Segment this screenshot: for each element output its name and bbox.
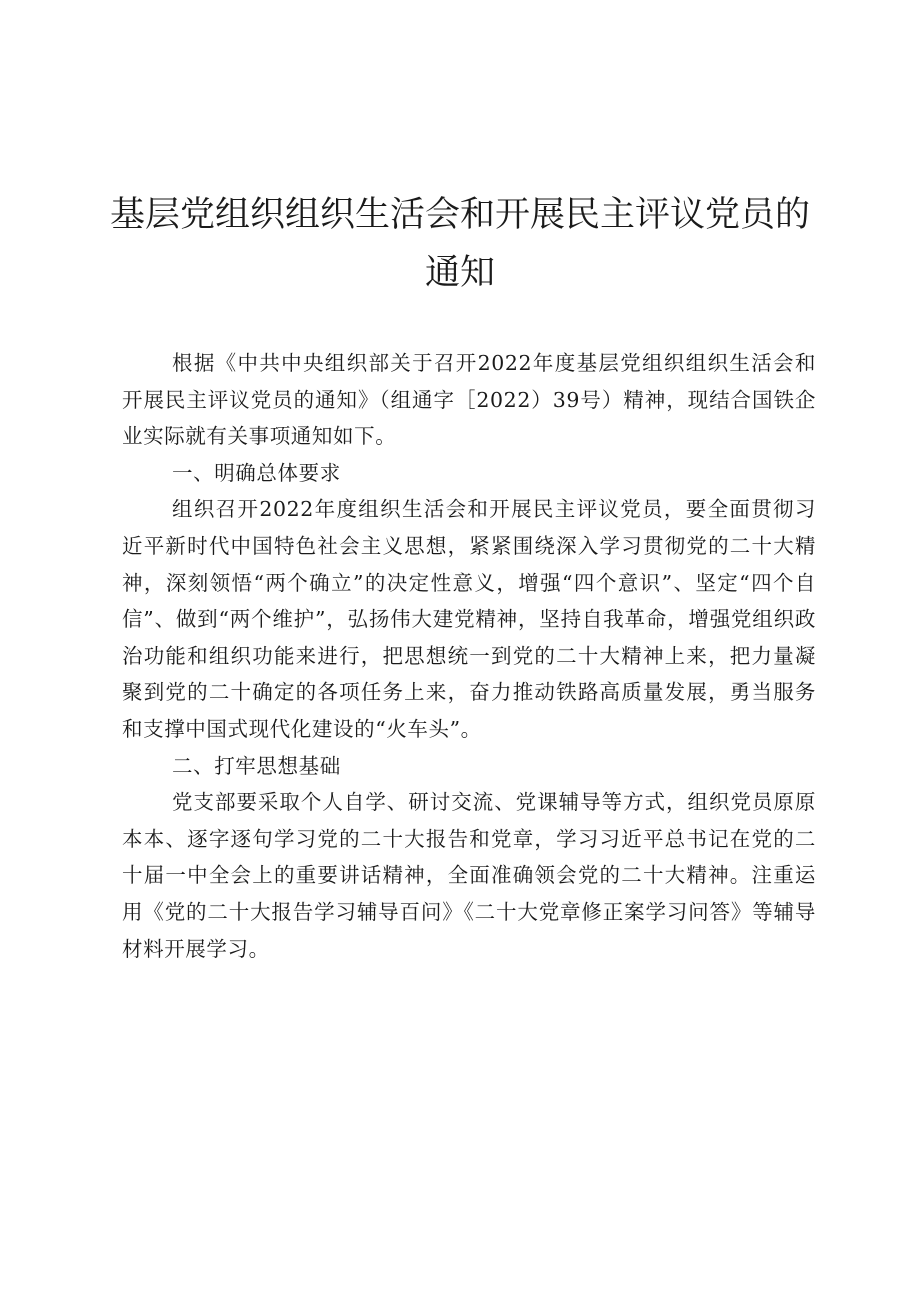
intro-paragraph: 根据《中共中央组织部关于召开2022年度基层党组织组织生活会和开展民主评议党员的通知》（组通字［2022）39号）精神，现结合国铁企业实际就有关事项通知如下。 (122, 351, 816, 449)
document-title: 基层党组织组织生活会和开展民主评议党员的通知 (110, 195, 811, 293)
section-2-paragraph: 党支部要采取个人自学、研讨交流、党课辅导等方式，组织党员原原本本、逐字逐句学习党的二十大报告和党章，学习习近平总书记在党的二十届一中全会上的重要讲话精神，全面准确领会党的二十大精神。注重运用《党的二十大报告学习辅导百问》《二十大党章修正案学习问答》等辅导材料开展学习。 (122, 790, 816, 961)
section-1-paragraph: 组织召开2022年度组织生活会和开展民主评议党员，要全面贯彻习近平新时代中国特色社会主义思想，紧紧围绕深入学习贯彻党的二十大精神，深刻领悟“两个确立”的决定性意义，增强“四个意识”、坚定“四个自信”、做到“两个维护”，弘扬伟大建党精神，坚持自我革命，增强党组织政治功能和组织功能来进行，把思想统一到党的二十大精神上来，把力量凝聚到党的二十确定的各项任务上来，奋力推动铁路高质量发展，勇当服务和支撑中国式现代化建设的“火车头”。 (122, 497, 816, 741)
document-body (122, 345, 816, 967)
section-heading-2: 二、打牢思想基础 (172, 753, 341, 778)
section-heading-1: 一、明确总体要求 (172, 460, 341, 485)
